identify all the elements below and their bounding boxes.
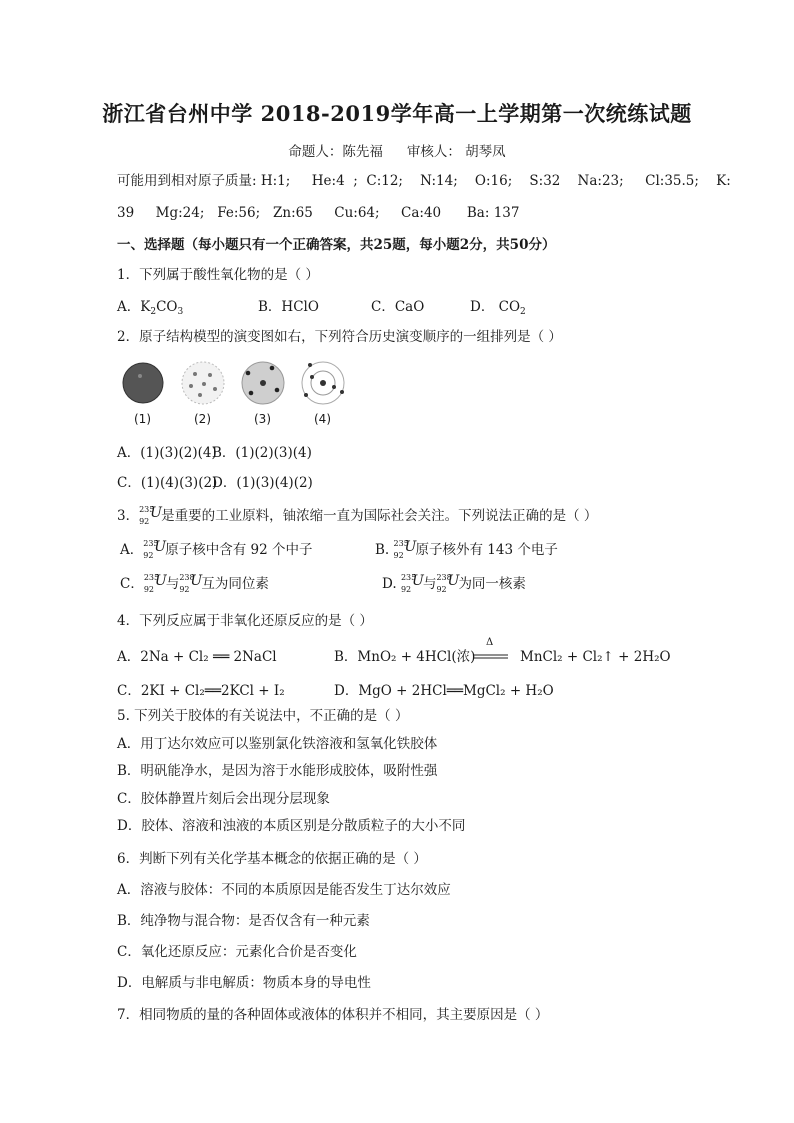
question-3-stem: 3． 235 92 U 是重要的工业原料，铀浓缩一直为国际社会关注。下列说法正确的是（ ） [117, 505, 598, 526]
atomic-masses-line1: 可能用到相对原子质量: H:1; He:4 ; C:12; N:14; O:16; S:32 Na:23; Cl:35.5; K: [117, 173, 731, 189]
atom-model-3 [242, 362, 284, 404]
uranium-235-symbol: 235 92 U [139, 505, 162, 526]
q5-option-d: D．胶体、溶液和浊液的本质区别是分散质粒子的大小不同 [117, 818, 466, 834]
q1-option-b: B．HClO [258, 299, 319, 315]
model-label-3: (3) [254, 412, 271, 426]
question-2-stem: 2．原子结构模型的演变图如右，下列符合历史演变顺序的一组排列是（ ） [117, 329, 562, 345]
atom-model-2 [182, 362, 224, 404]
reviewer-name: 审核人： 胡琴凤 [406, 144, 506, 160]
q5-option-a: A．用丁达尔效应可以鉴别氯化铁溶液和氢氧化铁胶体 [117, 736, 438, 752]
question-6-stem: 6．判断下列有关化学基本概念的依据正确的是（ ） [117, 851, 427, 867]
q2-option-b: B．(1)(2)(3)(4) [212, 445, 312, 461]
atom-model-1 [123, 363, 163, 403]
model-label-1: (1) [134, 412, 151, 426]
q6-option-d: D．电解质与非电解质：物质本身的导电性 [117, 975, 371, 991]
q3-option-c: C． 235 92 U 与 238 92 U 互为同位素 [120, 573, 269, 594]
q2-option-d: D．(1)(3)(4)(2) [212, 475, 313, 491]
q4-option-b-left: B．MnO₂ + 4HCl(浓) [334, 649, 476, 665]
atomic-masses-line2: 39 Mg:24; Fe:56; Zn:65 Cu:64; Ca:40 Ba: 137 [117, 205, 520, 221]
model-label-2: (2) [194, 412, 211, 426]
q5-option-b: B．明矾能净水，是因为溶于水能形成胶体，吸附性强 [117, 763, 438, 779]
q3-option-b: B. 235 92 U 原子核外有 143 个电子 [375, 539, 558, 560]
q3-option-a: A． 235 92 U 原子核中含有 92 个中子 [120, 539, 313, 560]
question-7-stem: 7．相同物质的量的各种固体或液体的体积并不相同，其主要原因是（ ） [117, 1007, 549, 1023]
heating-condition: Δ [486, 637, 494, 648]
q2-option-c: C．(1)(4)(3)(2) [117, 475, 218, 491]
q2-option-a: A．(1)(3)(2)(4) [117, 445, 217, 461]
q3-option-d: D. 235 92 U 与 238 92 U 为同一核素 [382, 573, 526, 594]
q5-option-c: C．胶体静置片刻后会出现分层现象 [117, 791, 330, 807]
q6-option-c: C．氧化还原反应：元素化合价是否变化 [117, 944, 357, 960]
setter-name: 命题人：陈先福 [288, 144, 383, 160]
q1-option-a: A．$K_2CO_3$ [117, 299, 184, 317]
question-1-stem: 1．下列属于酸性氧化物的是（ ） [117, 267, 319, 283]
author-line [0, 140, 794, 160]
question-5-stem: 5. 下列关于胶体的有关说法中，不正确的是（ ） [117, 708, 409, 724]
q4-option-d: D．MgO + 2HCl══MgCl₂ + H₂O [334, 683, 554, 699]
atom-model-4 [302, 362, 344, 404]
q1-option-d: D． $CO_2$ [470, 299, 526, 317]
section-heading: 一、选择题（每小题只有一个正确答案，共25题，每小题2分，共50分） [117, 237, 556, 253]
model-label-4: (4) [314, 412, 331, 426]
q4-option-b-right: MnCl₂ + Cl₂↑ + 2H₂O [520, 649, 671, 665]
question-4-stem: 4．下列反应属于非氧化还原反应的是（ ） [117, 613, 373, 629]
q1-option-c: C．CaO [371, 299, 425, 315]
q6-option-b: B．纯净物与混合物：是否仅含有一种元素 [117, 913, 370, 929]
q4-option-a: A．2Na + Cl₂ ══ 2NaCl [117, 649, 277, 665]
q6-option-a: A．溶液与胶体：不同的本质原因是能否发生丁达尔效应 [117, 882, 451, 898]
q4-option-c: C．2KI + Cl₂══2KCl + I₂ [117, 683, 285, 699]
page-title: 浙江省台州中学 2018-2019学年高一上学期第一次统练试题 [102, 101, 692, 126]
